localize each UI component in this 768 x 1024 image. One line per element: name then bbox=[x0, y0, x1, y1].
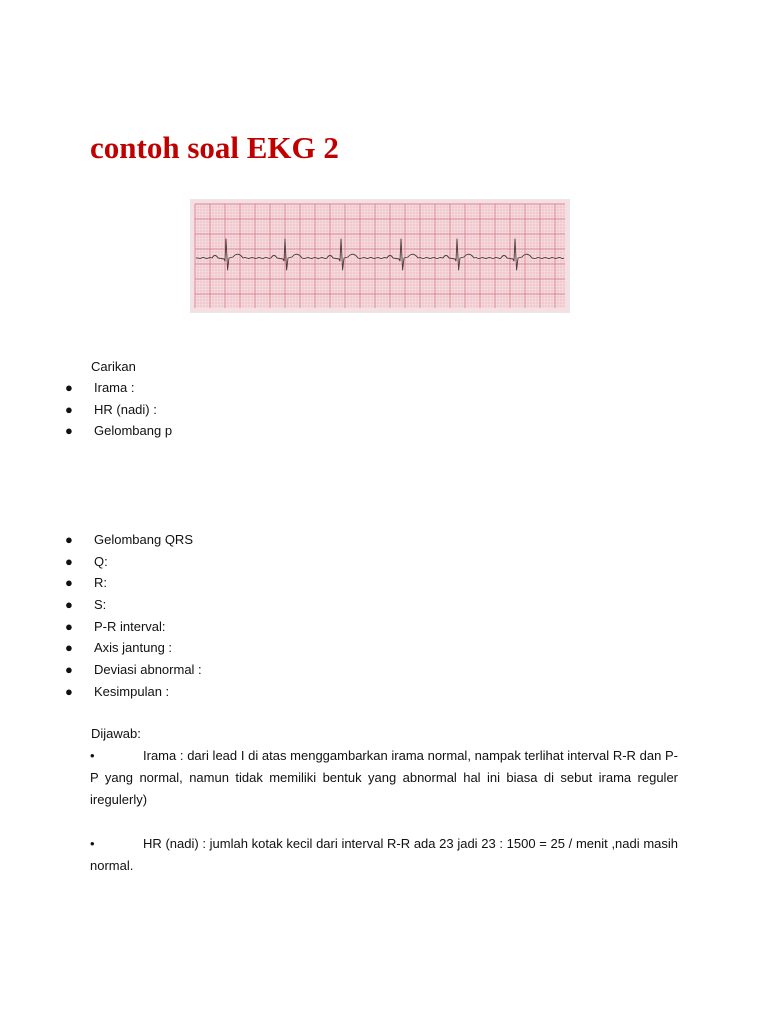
list-item bbox=[0, 616, 768, 638]
list-item bbox=[0, 659, 768, 681]
answer-bullet: • bbox=[90, 748, 95, 763]
list-item-label: R: bbox=[94, 575, 107, 591]
list-item-label: Kesimpulan : bbox=[94, 683, 170, 699]
ecg-paper bbox=[195, 204, 565, 308]
bullet-icon: ● bbox=[65, 380, 73, 395]
list-item-label: Irama : bbox=[94, 380, 135, 395]
ecg-strip-image bbox=[191, 200, 569, 312]
list-item-label: Deviasi abnormal : bbox=[94, 662, 202, 678]
checklist-part-2 bbox=[0, 529, 768, 703]
list-item bbox=[0, 377, 768, 399]
list-item bbox=[0, 594, 768, 616]
answer-bullet: • bbox=[90, 836, 95, 851]
bullet-icon: ● bbox=[65, 640, 73, 656]
ecg-strip-svg bbox=[191, 200, 569, 312]
list-item bbox=[0, 529, 768, 551]
bullet-icon: ● bbox=[65, 662, 73, 678]
list-item bbox=[0, 551, 768, 573]
bullet-icon: ● bbox=[65, 575, 73, 591]
list-item bbox=[0, 681, 768, 703]
list-item-label: S: bbox=[94, 597, 107, 613]
list-item bbox=[0, 399, 768, 421]
list-item bbox=[0, 572, 768, 594]
bullet-icon: ● bbox=[65, 423, 73, 439]
answer-text: Irama : dari lead I di atas menggambarkan irama normal, nampak terlihat interval R-R dan P-P yang normal, namun tidak memiliki bentuk yang abnormal hal ini biasa di sebut irama reguler iregulerly) bbox=[90, 748, 678, 807]
intro-text: Carikan bbox=[91, 359, 136, 374]
answer-paragraph bbox=[90, 833, 678, 877]
bullet-icon: ● bbox=[65, 553, 73, 569]
list-item-label: HR (nadi) : bbox=[94, 401, 157, 417]
page-title: contoh soal EKG 2 bbox=[90, 130, 339, 165]
list-item-label: Axis jantung : bbox=[94, 640, 173, 656]
checklist-part-1 bbox=[0, 377, 768, 442]
answer-heading: Dijawab: bbox=[91, 726, 141, 741]
list-item-label: Gelombang p bbox=[94, 423, 173, 439]
list-item-label: Gelombang QRS bbox=[94, 532, 193, 547]
bullet-icon: ● bbox=[65, 532, 73, 547]
list-item-label: P-R interval: bbox=[94, 618, 166, 634]
list-item bbox=[0, 420, 768, 442]
bullet-icon: ● bbox=[65, 597, 73, 613]
answer-paragraph bbox=[90, 745, 678, 811]
list-item-label: Q: bbox=[94, 553, 108, 569]
answer-text: HR (nadi) : jumlah kotak kecil dari interval R-R ada 23 jadi 23 : 1500 = 25 / menit ,nadi masih normal. bbox=[90, 836, 678, 873]
list-item bbox=[0, 637, 768, 659]
bullet-icon: ● bbox=[65, 401, 73, 417]
bullet-icon: ● bbox=[65, 618, 73, 634]
bullet-icon: ● bbox=[65, 683, 73, 699]
